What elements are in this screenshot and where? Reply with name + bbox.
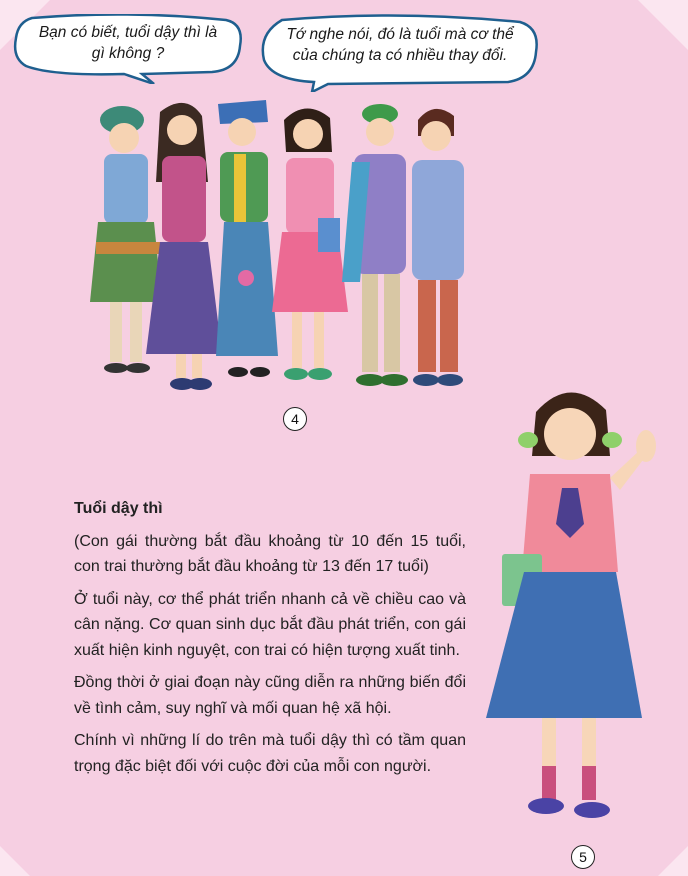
- bubble-line: Bạn có biết, tuổi dậy thì là: [38, 24, 218, 41]
- speech-bubble-text: [258, 24, 542, 66]
- student-figure: [216, 100, 278, 377]
- bubble-line: gì không ?: [91, 45, 165, 62]
- paragraph: Chính vì những lí do trên mà tuổi dậy thì có tầm quan trọng đặc biệt đối với cuộc đời của mỗi con người.: [74, 732, 466, 775]
- student-figure: [272, 108, 348, 380]
- hair-bow-right: [602, 432, 622, 448]
- figure-number-badge: 5: [571, 845, 595, 869]
- section-heading: Tuổi dậy thì: [74, 500, 163, 517]
- face: [544, 408, 596, 460]
- illustration-girl-waving: [480, 378, 660, 836]
- speech-bubble-question: [12, 14, 244, 84]
- shoe-left: [528, 798, 564, 814]
- sock-right: [582, 766, 596, 800]
- speech-bubble-answer: [258, 14, 542, 92]
- paragraph: Đồng thời ở giai đoạn này cũng diễn ra những biến đổi về tình cảm, suy nghĩ và mối quan hệ xã hội.: [74, 674, 466, 717]
- student-figure: [342, 104, 408, 386]
- paragraph: (Con gái thường bắt đầu khoảng từ 10 đến 15 tuổi, con trai thường bắt đầu khoảng từ 13 đến 17 tuổi): [74, 532, 466, 575]
- speech-bubble-text: [12, 22, 244, 64]
- page-corner-bottom-left: [0, 846, 30, 876]
- bubble-line: của chúng ta có nhiều thay đổi.: [292, 47, 508, 64]
- student-figure: [412, 109, 464, 386]
- page-corner-bottom-right: [658, 846, 688, 876]
- bubble-line: Tớ nghe nói, đó là tuổi mà cơ thể: [286, 26, 514, 43]
- paragraph: Ở tuổi này, cơ thể phát triển nhanh cả về chiều cao và cân nặng. Cơ quan sinh dục bắt đầu phát triển, con gái xuất hiện kinh nguyệt, con trai có hiện tượng xuất tinh.: [74, 590, 466, 659]
- sock-left: [542, 766, 556, 800]
- section-text: [74, 496, 466, 786]
- illustration-students-group: [90, 92, 480, 398]
- hair-bow-left: [518, 432, 538, 448]
- figure-number-badge: 4: [283, 407, 307, 431]
- waving-hand: [636, 430, 656, 462]
- page-corner-top-right: [638, 0, 688, 50]
- shoe-right: [574, 802, 610, 818]
